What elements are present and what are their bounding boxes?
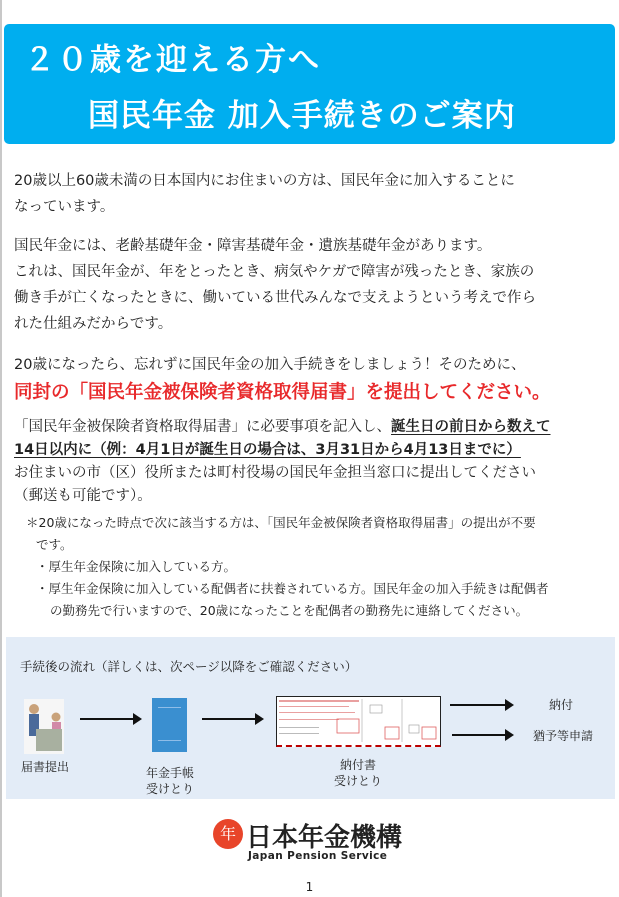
page-number: 1 xyxy=(305,880,314,894)
label-line: 受けとり xyxy=(333,774,382,788)
flow-title: 手続後の流れ（詳しくは、次ページ以降をご確認ください） xyxy=(20,659,358,674)
counter-submission-icon xyxy=(24,699,64,754)
note-bullet: ・厚生年金保険に加入している配偶者に扶養されている方。国民年金の加入手続きは配偶者 xyxy=(36,581,549,596)
label-line: 受けとり xyxy=(145,782,194,796)
submit-notice-red: 同封の「国民年金被保険者資格取得届書」を提出してください。 xyxy=(14,382,551,403)
note-line: です。 xyxy=(36,537,73,552)
instruction-line-4: （郵送も可能です）。 xyxy=(14,488,152,504)
instruction-line-3: お住まいの市（区）役所または町村役場の国民年金担当窓口に提出してください xyxy=(14,465,536,481)
deadline-bold: 誕生日の前日から数えて xyxy=(391,419,551,435)
text-line: 20歳以上60歳未満の日本国内にお住まいの方は、国民年金に加入することに xyxy=(14,173,515,189)
text-line: 20歳になったら、忘れずに国民年金の加入手続きをしましょう！そのために、 xyxy=(14,357,526,373)
japan-pension-service-logo xyxy=(213,817,413,863)
label-line: 納付書 xyxy=(339,758,376,772)
page-left-border xyxy=(0,0,2,897)
step-label-pension-book xyxy=(140,765,200,797)
pension-book-icon xyxy=(152,698,187,752)
text-line: なっています。 xyxy=(14,199,115,215)
logo-text-en: Japan Pension Service xyxy=(248,850,388,862)
process-flow-panel xyxy=(6,637,615,799)
instructions xyxy=(14,416,551,508)
deadline-example: 14日以内に（例：4月1日が誕生日の場合は、3月31日から4月13日までに） xyxy=(14,442,521,458)
outcome-deferral-application: 猶予等申請 xyxy=(532,729,593,743)
text-line: 国民年金には、老齢基礎年金・障害基礎年金・遺族基礎年金があります。 xyxy=(14,238,492,254)
logo-text-jp: 日本年金機構 xyxy=(246,823,403,853)
intro-paragraph-1 xyxy=(14,168,515,220)
text-plain: 「国民年金被保険者資格取得届書」に必要事項を記入し、 xyxy=(14,419,391,435)
text-line: これは、国民年金が、年をとったとき、病気やケガで障害が残ったとき、家族の xyxy=(14,264,535,280)
intro-paragraph-2 xyxy=(14,233,536,337)
note-line: ＊20歳になった時点で次に該当する方は、「国民年金被保険者資格取得届書」の提出が不要 xyxy=(26,515,536,530)
text-line: 働き手が亡くなったときに、働いている世代みんなで支えようという考えで作ら xyxy=(14,290,536,306)
outcome-payment: 納付 xyxy=(548,698,573,712)
instruction-line-1 xyxy=(14,416,551,439)
arrow-right-icon xyxy=(452,734,512,736)
arrow-right-icon xyxy=(80,718,140,720)
note-bullet: の勤務先で行いますので、20歳になったことを配偶者の勤務先に連絡してください。 xyxy=(50,603,529,618)
note-bullet: ・厚生年金保険に加入している方。 xyxy=(36,559,237,574)
text-line: れた仕組みだからです。 xyxy=(14,316,173,332)
step-label-submit: 届書提出 xyxy=(20,760,69,774)
step-label-payment-slip xyxy=(328,757,388,789)
title-line-1: ２０歳を迎える方へ xyxy=(24,42,321,78)
intro-paragraph-3 xyxy=(14,352,525,378)
arrow-right-icon xyxy=(450,704,512,706)
title-line-2: 国民年金 加入手続きのご案内 xyxy=(88,98,516,134)
payment-slip-icon xyxy=(276,696,441,747)
label-line: 年金手帳 xyxy=(145,766,194,780)
jps-emblem-icon: 年 xyxy=(213,819,243,849)
title-banner xyxy=(4,24,615,144)
exemption-note xyxy=(26,512,549,622)
arrow-right-icon xyxy=(202,718,262,720)
